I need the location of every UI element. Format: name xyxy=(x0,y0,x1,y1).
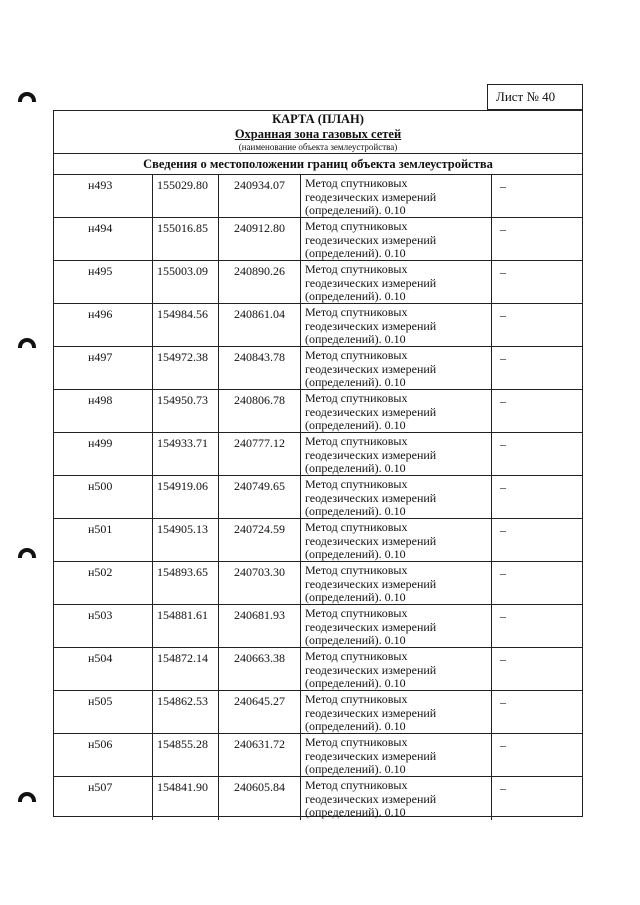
note: – xyxy=(500,523,506,537)
note: – xyxy=(500,566,506,580)
table-row xyxy=(54,476,582,519)
coord-x: 154881.61 xyxy=(153,605,219,647)
table-row xyxy=(54,562,582,605)
measurement-method xyxy=(301,304,492,346)
coord-x: 155003.09 xyxy=(153,261,219,303)
coord-x: 155029.80 xyxy=(153,175,219,217)
table-row xyxy=(54,734,582,777)
method-line: геодезических измерений xyxy=(305,275,437,290)
method-line: Метод спутниковых xyxy=(305,649,408,663)
method-line: (определений). 0.10 xyxy=(305,676,406,690)
coord-y: 240806.78 xyxy=(219,390,301,432)
coord-y: 240843.78 xyxy=(219,347,301,389)
measurement-method xyxy=(301,691,492,733)
method-line: (определений). 0.10 xyxy=(305,719,406,733)
object-name: Охранная зона газовых сетей xyxy=(234,127,402,141)
measurement-method xyxy=(301,175,492,217)
measurement-method xyxy=(301,734,492,776)
method-line: (определений). 0.10 xyxy=(305,203,406,217)
measurement-method xyxy=(301,777,492,820)
method-line: Метод спутниковых xyxy=(305,606,408,620)
coord-y: 240890.26 xyxy=(219,261,301,303)
point-id: н503 xyxy=(54,605,153,647)
measurement-method xyxy=(301,347,492,389)
note: – xyxy=(500,437,506,451)
method-line: (определений). 0.10 xyxy=(305,504,406,518)
method-line: Метод спутниковых xyxy=(305,434,408,448)
note: – xyxy=(500,179,506,193)
method-line: (определений). 0.10 xyxy=(305,547,406,561)
method-line: геодезических измерений xyxy=(305,619,437,634)
punch-hole-mark xyxy=(18,92,36,102)
note: – xyxy=(500,351,506,365)
method-line: геодезических измерений xyxy=(305,361,437,376)
method-line: геодезических измерений xyxy=(305,189,437,204)
map-title: КАРТА (ПЛАН) xyxy=(272,112,364,126)
table-row xyxy=(54,605,582,648)
method-line: Метод спутниковых xyxy=(305,262,408,276)
table-row xyxy=(54,390,582,433)
table-row xyxy=(54,261,582,304)
method-line: Метод спутниковых xyxy=(305,520,408,534)
method-line: геодезических измерений xyxy=(305,662,437,677)
method-line: Метод спутниковых xyxy=(305,778,408,792)
coord-y: 240703.30 xyxy=(219,562,301,604)
method-line: Метод спутниковых xyxy=(305,735,408,749)
method-line: геодезических измерений xyxy=(305,404,437,419)
table-row xyxy=(54,175,582,218)
coord-x: 154855.28 xyxy=(153,734,219,776)
point-id: н504 xyxy=(54,648,153,690)
note: – xyxy=(500,695,506,709)
point-id: н502 xyxy=(54,562,153,604)
note: – xyxy=(500,394,506,408)
point-id: н498 xyxy=(54,390,153,432)
measurement-method xyxy=(301,605,492,647)
note: – xyxy=(500,652,506,666)
measurement-method xyxy=(301,648,492,690)
point-id: н500 xyxy=(54,476,153,518)
method-line: геодезических измерений xyxy=(305,533,437,548)
method-line: (определений). 0.10 xyxy=(305,332,406,346)
note: – xyxy=(500,265,506,279)
punch-hole-mark xyxy=(18,792,36,802)
coord-x: 154972.38 xyxy=(153,347,219,389)
table-row xyxy=(54,304,582,347)
coord-x: 154919.06 xyxy=(153,476,219,518)
document-header xyxy=(54,111,582,154)
point-id: н494 xyxy=(54,218,153,260)
coord-x: 155016.85 xyxy=(153,218,219,260)
coord-y: 240681.93 xyxy=(219,605,301,647)
note: – xyxy=(500,738,506,752)
section-title: Сведения о местоположении границ объекта землеустройства xyxy=(54,154,582,175)
method-line: (определений). 0.10 xyxy=(305,375,406,389)
coord-x: 154984.56 xyxy=(153,304,219,346)
measurement-method xyxy=(301,562,492,604)
method-line: геодезических измерений xyxy=(305,447,437,462)
punch-hole-mark xyxy=(18,338,36,348)
coord-y: 240934.07 xyxy=(219,175,301,217)
method-line: Метод спутниковых xyxy=(305,692,408,706)
coord-x: 154862.53 xyxy=(153,691,219,733)
punch-hole-mark xyxy=(18,548,36,558)
note: – xyxy=(500,781,506,795)
table-row xyxy=(54,648,582,691)
coord-y: 240777.12 xyxy=(219,433,301,475)
method-line: Метод спутниковых xyxy=(305,391,408,405)
table-row xyxy=(54,433,582,476)
note: – xyxy=(500,308,506,322)
method-line: (определений). 0.10 xyxy=(305,418,406,432)
table-row xyxy=(54,519,582,562)
coord-y: 240645.27 xyxy=(219,691,301,733)
point-id: н506 xyxy=(54,734,153,776)
method-line: геодезических измерений xyxy=(305,576,437,591)
coord-x: 154905.13 xyxy=(153,519,219,561)
method-line: Метод спутниковых xyxy=(305,176,408,190)
coord-y: 240605.84 xyxy=(219,777,301,820)
method-line: Метод спутниковых xyxy=(305,348,408,362)
method-line: Метод спутниковых xyxy=(305,305,408,319)
sheet-number: Лист № 40 xyxy=(487,84,583,110)
note: – xyxy=(500,480,506,494)
method-line: геодезических измерений xyxy=(305,490,437,505)
method-line: геодезических измерений xyxy=(305,791,437,806)
coord-y: 240724.59 xyxy=(219,519,301,561)
method-line: Метод спутниковых xyxy=(305,477,408,491)
measurement-method xyxy=(301,218,492,260)
measurement-method xyxy=(301,519,492,561)
method-line: геодезических измерений xyxy=(305,705,437,720)
point-id: н505 xyxy=(54,691,153,733)
note: – xyxy=(500,609,506,623)
point-id: н495 xyxy=(54,261,153,303)
measurement-method xyxy=(301,390,492,432)
coord-x: 154893.65 xyxy=(153,562,219,604)
method-line: (определений). 0.10 xyxy=(305,461,406,475)
table-row xyxy=(54,777,582,820)
coord-x: 154872.14 xyxy=(153,648,219,690)
measurement-method xyxy=(301,261,492,303)
point-id: н499 xyxy=(54,433,153,475)
method-line: (определений). 0.10 xyxy=(305,590,406,604)
coord-x: 154933.71 xyxy=(153,433,219,475)
method-line: (определений). 0.10 xyxy=(305,805,406,819)
method-line: (определений). 0.10 xyxy=(305,633,406,647)
measurement-method xyxy=(301,433,492,475)
coord-x: 154950.73 xyxy=(153,390,219,432)
point-id: н496 xyxy=(54,304,153,346)
coord-y: 240749.65 xyxy=(219,476,301,518)
table-row xyxy=(54,347,582,390)
coord-y: 240861.04 xyxy=(219,304,301,346)
method-line: Метод спутниковых xyxy=(305,219,408,233)
coord-y: 240663.38 xyxy=(219,648,301,690)
point-id: н493 xyxy=(54,175,153,217)
note: – xyxy=(500,222,506,236)
table-row xyxy=(54,691,582,734)
method-line: геодезических измерений xyxy=(305,318,437,333)
point-id: н507 xyxy=(54,777,153,820)
boundary-table xyxy=(53,110,583,817)
method-line: геодезических измерений xyxy=(305,748,437,763)
point-id: н501 xyxy=(54,519,153,561)
coord-x: 154841.90 xyxy=(153,777,219,820)
coord-y: 240912.80 xyxy=(219,218,301,260)
method-line: (определений). 0.10 xyxy=(305,246,406,260)
object-caption: (наименование объекта землеустройства) xyxy=(238,142,398,152)
coord-y: 240631.72 xyxy=(219,734,301,776)
point-id: н497 xyxy=(54,347,153,389)
measurement-method xyxy=(301,476,492,518)
method-line: (определений). 0.10 xyxy=(305,289,406,303)
table-row xyxy=(54,218,582,261)
method-line: (определений). 0.10 xyxy=(305,762,406,776)
method-line: Метод спутниковых xyxy=(305,563,408,577)
method-line: геодезических измерений xyxy=(305,232,437,247)
table-body xyxy=(54,175,582,820)
